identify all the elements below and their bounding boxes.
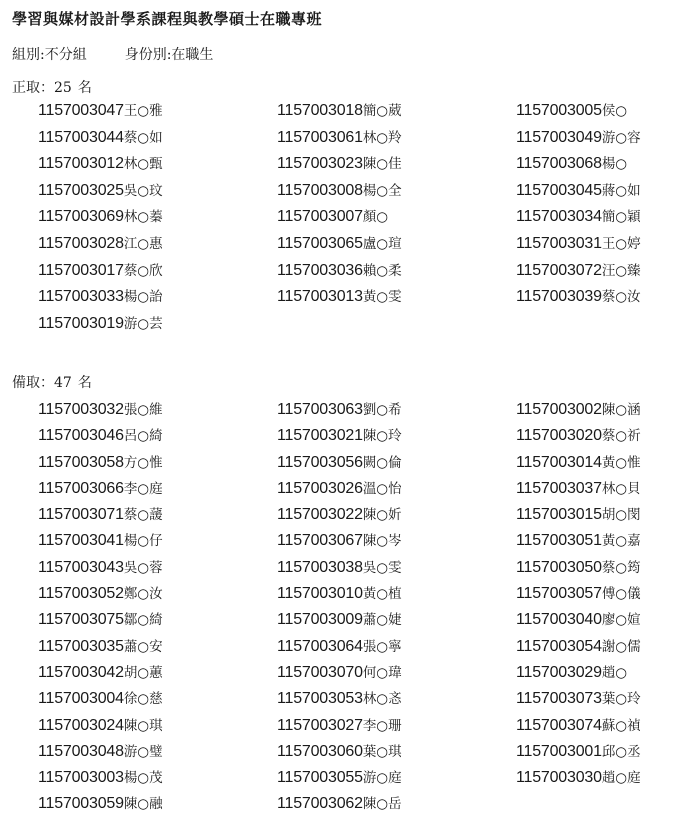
candidate-entry [277,257,516,284]
candidate-name: 陳○岳 [362,796,402,813]
candidate-entry [277,150,516,177]
candidate-name: 張○寧 [362,638,402,655]
candidate-name: 胡○蕙 [123,664,163,681]
candidate-name: 葉○琪 [362,743,402,760]
candidate-id: 1157003050 [516,558,602,576]
candidate-name: 邱○丞 [601,743,641,760]
candidate-entry [516,257,680,284]
candidate-name: 陳○妡 [362,507,402,524]
candidate-id: 1157003019 [38,314,124,332]
candidate-id: 1157003024 [38,716,124,734]
candidate-name: 林○蓁 [123,209,163,226]
identity-label: 身份別:在職生 [124,47,214,63]
candidate-name: 游○芸 [123,315,163,332]
candidate-name: 陳○涵 [601,402,641,418]
candidate-name: 蔡○祈 [601,428,641,445]
candidate-entry [516,633,680,659]
candidate-name: 張○維 [123,402,163,418]
candidate-entry [516,475,680,501]
candidate-entry [277,712,516,738]
candidate-name: 鄭○汝 [123,586,163,603]
candidate-name: 林○甄 [123,156,163,173]
candidate-entry [516,554,680,580]
candidate-id: 1157003045 [516,181,602,199]
candidate-entry [277,606,516,632]
wait-list-grid [38,396,680,817]
candidate-id: 1157003053 [277,690,363,708]
candidate-name: 汪○臻 [601,262,641,279]
candidate-id: 1157003054 [516,637,602,655]
candidate-id: 1157003014 [516,453,602,471]
filter-info [12,44,213,64]
candidate-entry [38,396,277,422]
candidate-id: 1157003046 [38,427,124,445]
page-title: 學習與媒材設計學系課程與教學碩士在職專班 [12,10,323,28]
candidate-entry [516,764,680,790]
candidate-id: 1157003065 [277,234,363,252]
candidate-id: 1157003069 [38,208,124,226]
candidate-name: 楊○茂 [123,770,163,787]
candidate-id: 1157003013 [277,288,363,306]
candidate-entry [277,396,516,422]
candidate-entry [516,177,680,204]
candidate-entry [38,310,277,337]
candidate-id: 1157003063 [277,401,363,418]
candidate-entry [38,422,277,448]
candidate-entry [38,527,277,553]
wait-list-label: 備取：47 [12,375,72,391]
candidate-id: 1157003055 [277,769,363,787]
candidate-id: 1157003027 [277,716,363,734]
candidate-name: 江○惠 [123,235,163,252]
candidate-entry [38,203,277,230]
candidate-entry [277,685,516,711]
candidate-name: 簡○穎 [601,209,641,226]
candidate-name: 李○珊 [362,717,402,734]
candidate-name: 楊○詒 [123,289,163,306]
candidate-entry [516,283,680,310]
candidate-id: 1157003075 [38,611,124,629]
candidate-id: 1157003009 [277,611,363,629]
candidate-name: 侯○ [601,103,628,119]
candidate-id: 1157003066 [38,479,124,497]
candidate-id: 1157003034 [516,208,602,226]
candidate-id: 1157003059 [38,795,124,813]
candidate-id: 1157003010 [277,585,363,603]
candidate-id: 1157003043 [38,558,124,576]
candidate-id: 1157003038 [277,558,363,576]
candidate-id: 1157003041 [38,532,124,550]
candidate-name: 游○容 [601,129,641,146]
candidate-id: 1157003057 [516,585,602,603]
candidate-name: 吳○雯 [362,559,402,576]
candidate-entry [516,396,680,422]
candidate-entry [516,449,680,475]
candidate-entry [38,633,277,659]
candidate-id: 1157003031 [516,234,602,252]
candidate-entry [516,527,680,553]
candidate-id: 1157003005 [516,102,602,119]
candidate-id: 1157003060 [277,742,363,760]
candidate-name: 陳○玲 [362,428,402,445]
candidate-name: 方○惟 [123,454,163,471]
candidate-entry [38,685,277,711]
candidate-id: 1157003062 [277,795,363,813]
candidate-name: 溫○怡 [362,480,402,497]
candidate-entry [38,606,277,632]
candidate-entry [38,712,277,738]
candidate-id: 1157003004 [38,690,124,708]
candidate-entry [38,501,277,527]
candidate-entry [38,659,277,685]
candidate-id: 1157003032 [38,401,124,418]
candidate-id: 1157003012 [38,155,124,173]
candidate-entry [38,475,277,501]
candidate-entry [277,283,516,310]
candidate-id: 1157003044 [38,128,124,146]
candidate-name: 陳○佳 [362,156,402,173]
candidate-entry [516,580,680,606]
candidate-name: 游○庭 [362,770,402,787]
candidate-name: 游○璧 [123,743,163,760]
candidate-entry [38,764,277,790]
candidate-id: 1157003022 [277,506,363,524]
candidate-name: 黃○植 [362,586,402,603]
wait-list-heading [12,372,92,392]
candidate-name: 胡○閔 [601,507,641,524]
candidate-name: 謝○儒 [601,638,641,655]
candidate-entry [38,738,277,764]
candidate-id: 1157003025 [38,181,124,199]
candidate-name: 陳○琪 [123,717,163,734]
candidate-entry [38,790,277,816]
candidate-name: 傅○儀 [601,586,641,603]
candidate-name: 趙○ [601,664,628,681]
candidate-id: 1157003002 [516,401,602,418]
candidate-name: 王○婷 [601,235,641,252]
candidate-id: 1157003018 [277,102,363,119]
candidate-entry [516,203,680,230]
candidate-entry [277,177,516,204]
candidate-entry [277,449,516,475]
candidate-name: 徐○慈 [123,691,163,708]
candidate-entry [516,685,680,711]
candidate-entry [277,790,516,816]
candidate-entry [516,150,680,177]
candidate-name: 劉○希 [362,402,402,418]
candidate-name: 葉○玲 [601,691,641,708]
candidate-name: 蕭○婕 [362,612,402,629]
candidate-entry [277,203,516,230]
candidate-id: 1157003020 [516,427,602,445]
candidate-id: 1157003064 [277,637,363,655]
candidate-entry [277,97,516,124]
candidate-name: 林○貝 [601,480,641,497]
candidate-name: 林○羚 [362,129,402,146]
empty-cell [516,790,680,816]
candidate-name: 賴○柔 [362,262,402,279]
candidate-entry [277,764,516,790]
candidate-name: 蕭○安 [123,638,163,655]
candidate-entry [277,422,516,448]
candidate-name: 黃○惟 [601,454,641,471]
candidate-entry [516,501,680,527]
candidate-id: 1157003029 [516,663,602,681]
candidate-name: 楊○ [601,156,628,173]
candidate-entry [38,257,277,284]
candidate-entry [38,283,277,310]
main-list-label: 正取：25 [12,80,72,96]
candidate-id: 1157003068 [516,155,602,173]
candidate-entry [277,738,516,764]
candidate-name: 簡○葳 [362,103,402,119]
candidate-id: 1157003028 [38,234,124,252]
empty-cell [277,310,516,337]
candidate-name: 黃○雯 [362,289,402,306]
candidate-id: 1157003071 [38,506,124,524]
candidate-name: 何○瑋 [362,664,402,681]
main-list-heading [12,77,92,97]
candidate-id: 1157003026 [277,479,363,497]
candidate-name: 盧○瑄 [362,235,402,252]
candidate-id: 1157003033 [38,288,124,306]
candidate-entry [516,97,680,124]
candidate-name: 楊○仔 [123,533,163,550]
candidate-id: 1157003056 [277,453,363,471]
candidate-name: 楊○全 [362,182,402,199]
candidate-id: 1157003051 [516,532,602,550]
candidate-entry [38,124,277,151]
candidate-id: 1157003030 [516,769,602,787]
candidate-entry [277,124,516,151]
candidate-entry [38,449,277,475]
candidate-entry [277,475,516,501]
candidate-name: 陳○融 [123,796,163,813]
candidate-name: 呂○綺 [123,428,163,445]
candidate-name: 陳○岑 [362,533,402,550]
candidate-entry [516,606,680,632]
group-label: 組別:不分組 [12,47,87,63]
candidate-name: 蔡○汝 [601,289,641,306]
candidate-entry [38,150,277,177]
candidate-name: 蔡○筠 [601,559,641,576]
candidate-entry [516,422,680,448]
candidate-id: 1157003036 [277,261,363,279]
candidate-id: 1157003061 [277,128,363,146]
candidate-entry [277,527,516,553]
candidate-entry [38,230,277,257]
candidate-id: 1157003070 [277,663,363,681]
candidate-id: 1157003052 [38,585,124,603]
candidate-id: 1157003039 [516,288,602,306]
candidate-id: 1157003017 [38,261,124,279]
candidate-name: 黃○嘉 [601,533,641,550]
candidate-id: 1157003042 [38,663,124,681]
candidate-entry [516,712,680,738]
candidate-name: 王○雅 [123,103,163,119]
candidate-name: 蔣○如 [601,182,641,199]
candidate-name: 吳○玟 [123,182,163,199]
candidate-name: 蔡○欣 [123,262,163,279]
candidate-entry [38,177,277,204]
main-list-grid [38,97,680,336]
candidate-id: 1157003003 [38,769,124,787]
candidate-name: 蘇○禎 [601,717,641,734]
candidate-id: 1157003072 [516,261,602,279]
wait-list-unit: 名 [77,375,92,391]
candidate-id: 1157003067 [277,532,363,550]
candidate-name: 鄒○綺 [123,612,163,629]
candidate-id: 1157003047 [38,102,124,119]
candidate-id: 1157003073 [516,690,602,708]
candidate-entry [38,554,277,580]
candidate-entry [277,659,516,685]
candidate-entry [277,580,516,606]
candidate-entry [38,97,277,124]
candidate-id: 1157003001 [516,742,602,760]
main-list-unit: 名 [77,80,92,96]
candidate-name: 李○庭 [123,480,163,497]
candidate-id: 1157003007 [277,208,363,226]
candidate-id: 1157003023 [277,155,363,173]
candidate-name: 闕○倫 [362,454,402,471]
candidate-id: 1157003015 [516,506,602,524]
candidate-entry [516,124,680,151]
candidate-name: 林○忞 [362,691,402,708]
candidate-entry [38,580,277,606]
candidate-id: 1157003058 [38,453,124,471]
empty-cell [516,310,680,337]
candidate-name: 廖○媗 [601,612,641,629]
candidate-id: 1157003037 [516,479,602,497]
candidate-name: 顏○ [362,209,389,226]
candidate-name: 吳○蓉 [123,559,163,576]
candidate-entry [277,554,516,580]
candidate-entry [516,230,680,257]
candidate-id: 1157003049 [516,128,602,146]
candidate-name: 趙○庭 [601,770,641,787]
candidate-id: 1157003048 [38,742,124,760]
candidate-entry [277,633,516,659]
candidate-id: 1157003021 [277,427,363,445]
candidate-entry [277,501,516,527]
candidate-id: 1157003040 [516,611,602,629]
candidate-name: 蔡○蘐 [123,507,163,524]
candidate-id: 1157003074 [516,716,602,734]
candidate-entry [277,230,516,257]
candidate-entry [516,659,680,685]
candidate-id: 1157003008 [277,181,363,199]
candidate-entry [516,738,680,764]
candidate-name: 蔡○如 [123,129,163,146]
candidate-id: 1157003035 [38,637,124,655]
